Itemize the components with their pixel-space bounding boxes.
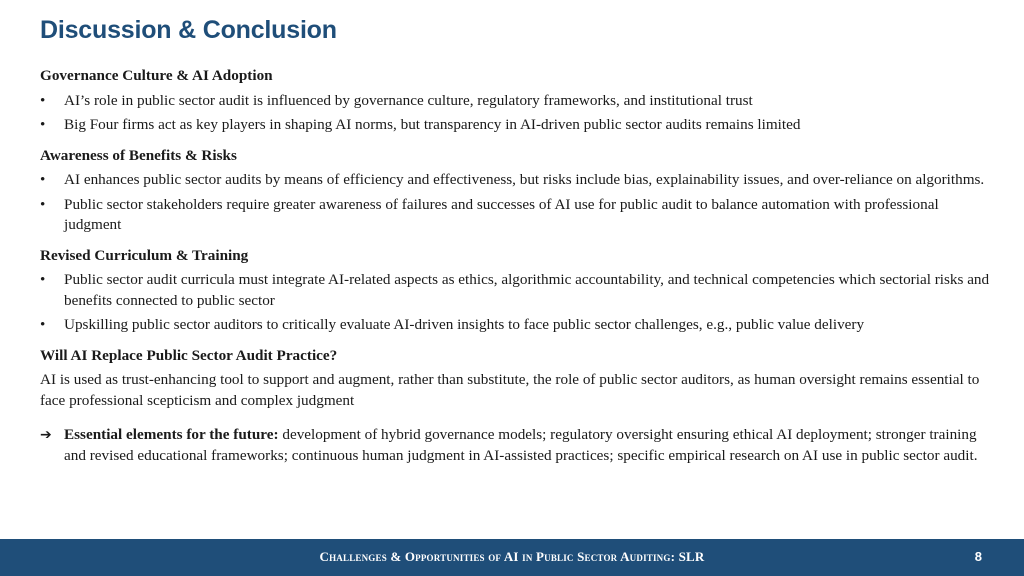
bullet-item <box>40 315 990 336</box>
page-number: 8 <box>974 549 982 564</box>
bullet-icon: • <box>40 271 46 288</box>
section-heading: Revised Curriculum & Training <box>40 246 249 264</box>
footer-bar <box>0 539 1024 576</box>
slide-title: Discussion & Conclusion <box>40 16 337 44</box>
section-heading: Awareness of Benefits & Risks <box>40 146 237 164</box>
bullet-item <box>40 195 990 236</box>
section-replace-question <box>40 346 990 412</box>
bullet-list <box>40 270 990 336</box>
conclusion-text: development of hybrid governance models; regulatory oversight ensuring ethical AI deployment; stronger training and revised educational frameworks; continuous human judgment in AI-assisted practices; specific empirical research on AI use in public sector audit. <box>64 426 978 464</box>
slide-content <box>40 66 990 466</box>
section-governance <box>40 66 990 136</box>
bullet-icon: • <box>40 316 46 333</box>
right-arrow-icon: ➔ <box>40 427 52 443</box>
bullet-text: Big Four firms act as key players in shaping AI norms, but transparency in AI-driven public sector audits remains limited <box>64 116 801 133</box>
conclusion-block <box>40 425 990 466</box>
bullet-text: Public sector stakeholders require greater awareness of failures and successes of AI use for public audit to balance automation with professional judgment <box>64 195 939 233</box>
bullet-icon: • <box>40 195 46 213</box>
bullet-icon: • <box>40 91 46 109</box>
bullet-text: AI enhances public sector audits by means of efficiency and effectiveness, but risks include bias, explainability issues, and over-reliance on algorithms. <box>64 171 985 188</box>
bullet-text: Upskilling public sector auditors to critically evaluate AI-driven insights to face public sector challenges, e.g., public value delivery <box>64 316 865 333</box>
section-curriculum <box>40 246 990 336</box>
section-paragraph: AI is used as trust-enhancing tool to support and augment, rather than substitute, the role of public sector auditors, as human oversight remains essential to face professional scepticism and complex judgment <box>40 371 980 409</box>
bullet-item <box>40 170 990 191</box>
bullet-text: Public sector audit curricula must integrate AI-related aspects as ethics, algorithmic accountability, and technical competencies which sectorial risks and benefits connected to public sector <box>64 271 990 309</box>
bullet-item <box>40 115 990 136</box>
bullet-icon: • <box>40 171 46 188</box>
bullet-item <box>40 91 990 112</box>
bullet-text: AI’s role in public sector audit is influenced by governance culture, regulatory frameworks, and institutional trust <box>64 91 753 109</box>
footer-title: Challenges & Opportunities of AI in Public Sector Auditing: SLR <box>319 549 705 564</box>
section-heading: Governance Culture & AI Adoption <box>40 67 273 84</box>
bullet-item <box>40 270 990 311</box>
bullet-list <box>40 170 990 236</box>
bullet-icon: • <box>40 116 46 133</box>
conclusion-lead: Essential elements for the future: <box>64 426 279 443</box>
section-heading: Will AI Replace Public Sector Audit Practice? <box>40 346 338 364</box>
section-benefits-risks <box>40 146 990 236</box>
bullet-list <box>40 91 990 136</box>
